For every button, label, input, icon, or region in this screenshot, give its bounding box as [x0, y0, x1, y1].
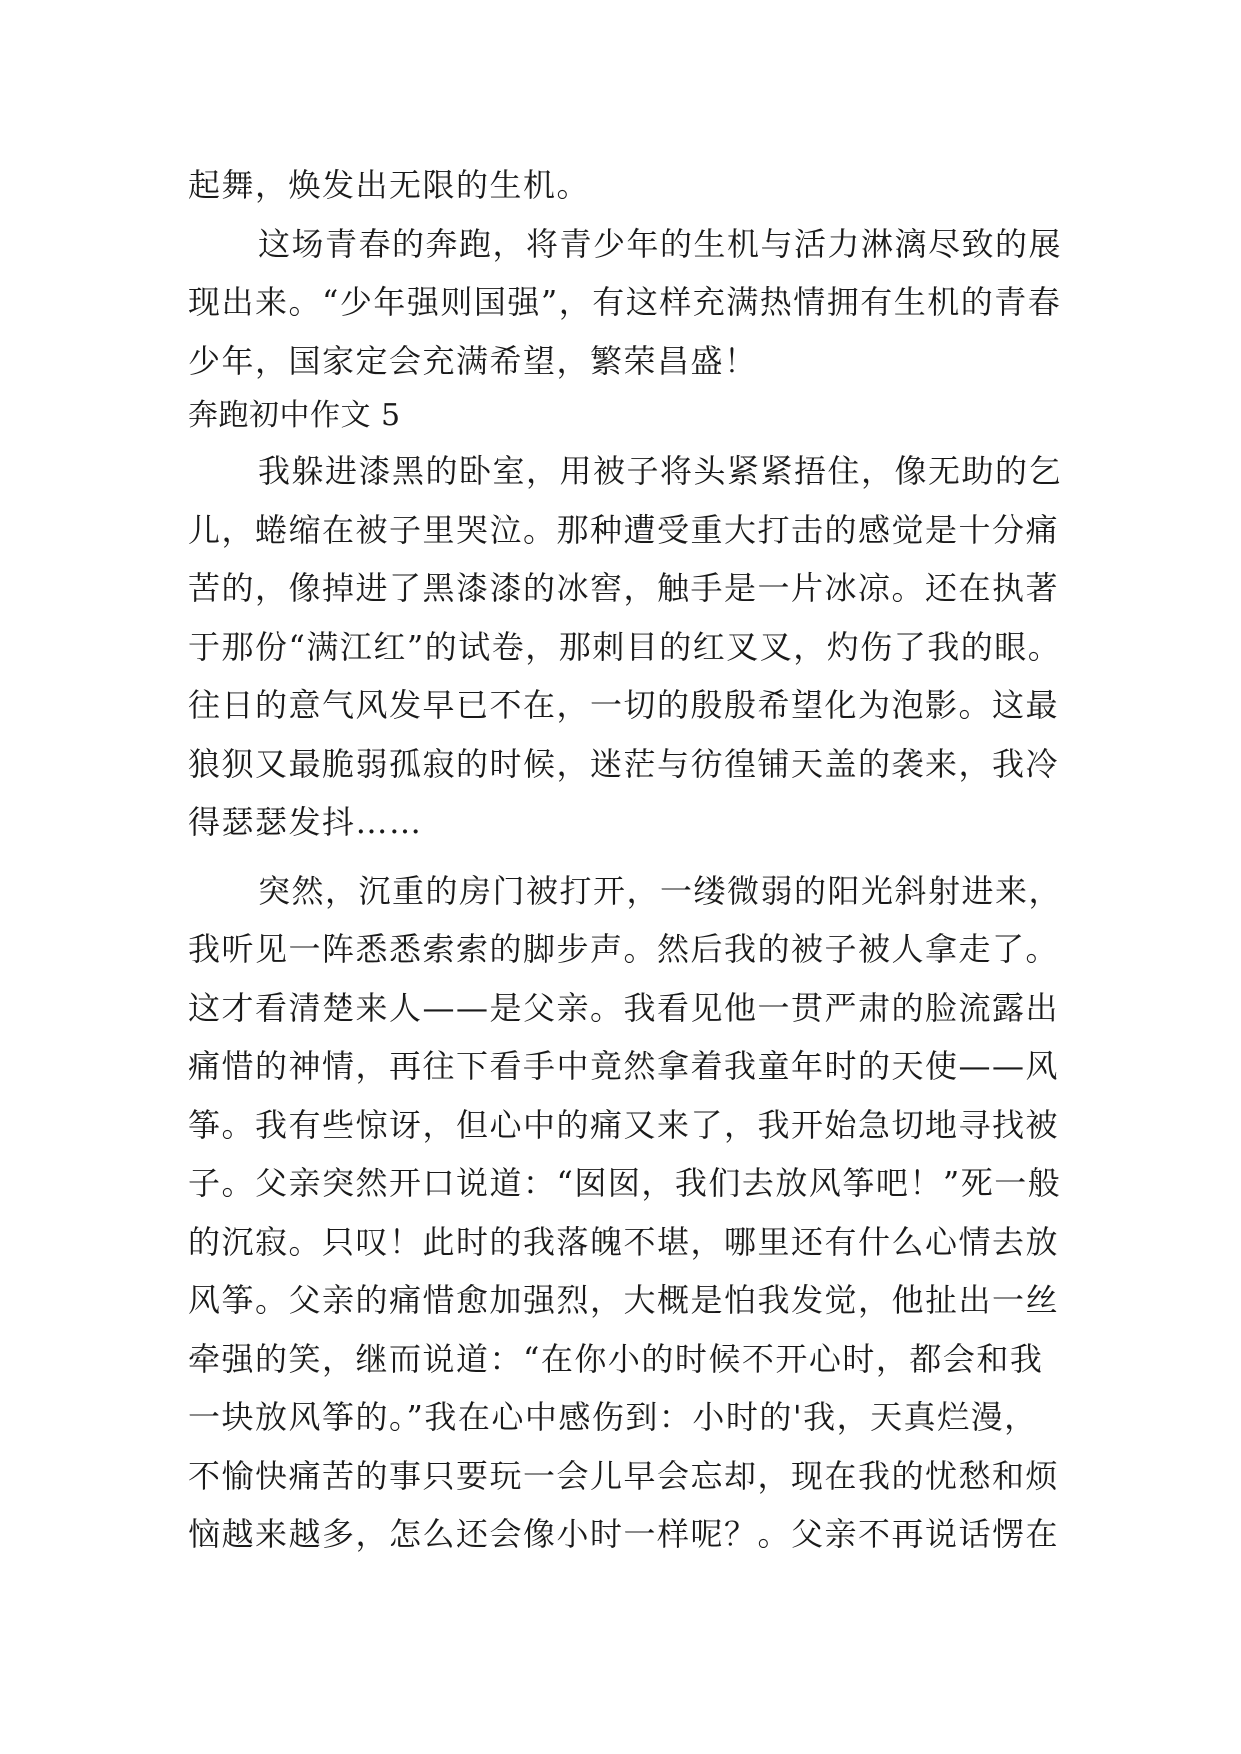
text-line: 子。父亲突然开口说道：“囡囡，我们去放风筝吧！”死一般 [188, 1164, 1062, 1202]
text-line: 的沉寂。只叹！此时的我落魄不堪，哪里还有什么心情去放 [188, 1222, 1060, 1261]
text-line: 一块放风筝的。”我在心中感伤到：小时的'我，天真烂漫， [188, 1398, 1038, 1436]
paragraph [188, 442, 1068, 852]
text-line: 于那份“满江红”的试卷，那刺目的红叉叉，灼伤了我的眼。 [188, 627, 1062, 666]
essay-body [188, 156, 1068, 1564]
text-line: 痛惜的神情，再往下看手中竟然拿着我童年时的天使——风 [188, 1047, 1060, 1085]
text-line: 我听见一阵悉悉索索的脚步声。然后我的被子被人拿走了。 [188, 930, 1060, 968]
text-line: 风筝。父亲的痛惜愈加强烈，大概是怕我发觉，他扯出一丝 [188, 1281, 1060, 1319]
text-line: 往日的意气风发早已不在，一切的殷殷希望化为泡影。这最 [188, 686, 1060, 724]
text-line: 不愉快痛苦的事只要玩一会儿早会忘却，现在我的忧愁和烦 [188, 1456, 1060, 1495]
paragraph [188, 215, 1068, 391]
text-line: 现出来。“少年强则国强”，有这样充满热情拥有生机的青春 [188, 283, 1062, 321]
paragraph [188, 862, 1068, 1564]
text-line: 这才看清楚来人——是父亲。我看见他一贯严肃的脸流露出 [188, 988, 1060, 1027]
text-line: 牵强的笑，继而说道：“在你小的时候不开心时，都会和我 [188, 1339, 1044, 1378]
text-line: 儿，蜷缩在被子里哭泣。那种遭受重大打击的感觉是十分痛 [188, 510, 1060, 549]
text-line: 突然，沉重的房门被打开，一缕微弱的阳光斜射进来， [258, 871, 1063, 910]
text-line: 得瑟瑟发抖…… [188, 803, 423, 841]
text-line: 苦的，像掉进了黑漆漆的冰窖，触手是一片冰凉。还在执著 [188, 569, 1060, 607]
text-line: 筝。我有些惊讶，但心中的痛又来了，我开始急切地寻找被 [188, 1105, 1060, 1144]
text-line: 这场青春的奔跑，将青少年的生机与活力淋漓尽致的展 [258, 224, 1063, 263]
text-line: 起舞，焕发出无限的生机。 [188, 166, 591, 204]
text-line: 狼狈又最脆弱孤寂的时候，迷茫与彷徨铺天盖的袭来，我冷 [188, 744, 1060, 783]
text-line: 我躲进漆黑的卧室，用被子将头紧紧捂住，像无助的乞 [258, 452, 1063, 490]
section-heading: 奔跑初中作文 5 [188, 398, 401, 433]
text-line: 少年，国家定会充满希望，繁荣昌盛！ [188, 341, 758, 380]
text-line: 恼越来越多，怎么还会像小时一样呢？。父亲不再说话愣在 [188, 1515, 1060, 1553]
paragraph [188, 156, 1068, 215]
